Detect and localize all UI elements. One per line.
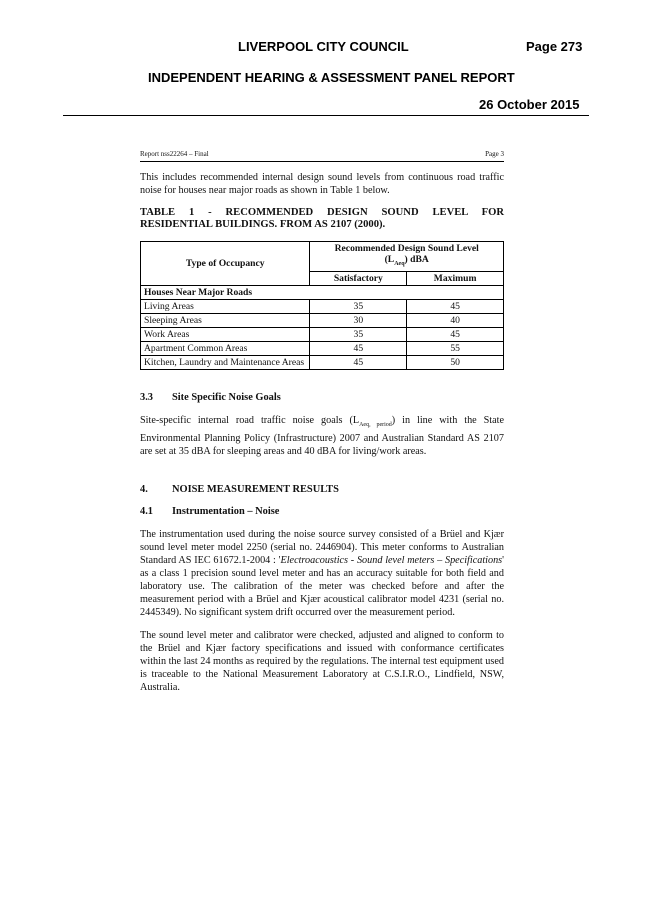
table-row	[141, 355, 504, 369]
col-header-satisfactory: Satisfactory	[310, 271, 407, 285]
page-number: Page 273	[526, 39, 583, 54]
instrumentation-paragraph	[140, 528, 504, 619]
col-header-group-line1: Recommended Design Sound Level	[334, 243, 479, 254]
section-number: 4.1	[140, 505, 153, 517]
inner-page-number: Page 3	[485, 150, 504, 158]
group-label: Houses Near Major Roads	[141, 285, 504, 299]
table-row	[141, 327, 504, 341]
embedded-report-page	[140, 150, 504, 694]
site-noise-text-a: Site-specific internal road traffic noise goals (L	[140, 414, 360, 426]
table-caption-line-1: TABLE 1 - RECOMMENDED DESIGN SOUND LEVEL FOR	[140, 207, 504, 218]
cell-satisfactory: 45	[310, 341, 407, 355]
table-caption-line-2: RESIDENTIAL BUILDINGS. FROM AS 2107 (2000).	[140, 219, 386, 230]
table-row	[141, 299, 504, 313]
cell-maximum: 45	[407, 299, 504, 313]
standard-title-italic: Electroacoustics - Sound level meters – Specifications	[280, 554, 503, 566]
section-title: Instrumentation – Noise	[172, 505, 280, 517]
cell-maximum: 50	[407, 355, 504, 369]
instrumentation-text-b: ' as a class 1 precision sound level meter and has an accuracy suitable for both field and laboratory use. The calibration of the meter was checked before and after the measurement period with a Brüel and Kjær acoustical calibrator model 4231 (serial no. 2445349). No significant system drift occurred over the measurement period.	[140, 554, 504, 618]
section-heading-3-3	[140, 392, 504, 403]
council-name: LIVERPOOL CITY COUNCIL	[238, 39, 409, 54]
cell-satisfactory: 45	[310, 355, 407, 369]
cell-maximum: 55	[407, 341, 504, 355]
site-noise-text-b: ) in line with the State Environmental Planning Policy (Infrastructure) 2007 and Australian Standard AS 2107 are set at 35 dBA for sleeping areas and 40 dBA for living/work areas.	[140, 414, 504, 457]
instrumentation-text-a: The instrumentation used during the noise source survey consisted of a Brüel and Kjær sound level meter model 2250 (serial no. 2446904). This meter conforms to Australian Standard AS IEC 61672.1-2004 : '	[140, 528, 504, 566]
cell-satisfactory: 35	[310, 327, 407, 341]
col-header-maximum: Maximum	[407, 271, 504, 285]
cell-satisfactory: 35	[310, 299, 407, 313]
table-header-row	[141, 242, 504, 272]
section-heading-4-1	[140, 506, 504, 517]
header-divider	[63, 115, 589, 116]
section-heading-4	[140, 484, 504, 495]
table-row	[141, 341, 504, 355]
cell-type: Sleeping Areas	[141, 313, 310, 327]
design-sound-level-table	[140, 241, 504, 370]
section-title: NOISE MEASUREMENT RESULTS	[172, 483, 339, 495]
col-header-group-L: (L	[384, 254, 395, 265]
cell-type: Apartment Common Areas	[141, 341, 310, 355]
site-noise-goals-paragraph	[140, 414, 504, 458]
section-number: 4.	[140, 483, 148, 495]
col-header-group	[310, 242, 504, 272]
cell-satisfactory: 30	[310, 313, 407, 327]
section-number: 3.3	[140, 391, 153, 403]
table-row	[141, 313, 504, 327]
cell-type: Living Areas	[141, 299, 310, 313]
report-reference: Report nss22264 – Final	[140, 150, 209, 158]
report-title: INDEPENDENT HEARING & ASSESSMENT PANEL REPORT	[148, 70, 515, 85]
col-header-group-sub: Aeq	[394, 260, 405, 267]
col-header-type: Type of Occupancy	[141, 242, 310, 286]
cell-maximum: 45	[407, 327, 504, 341]
cell-type: Kitchen, Laundry and Maintenance Areas	[141, 355, 310, 369]
report-date: 26 October 2015	[479, 97, 580, 112]
site-noise-subscript: Aeq, period	[359, 421, 392, 428]
intro-paragraph: This includes recommended internal design sound levels from continuous road traffic noise for houses near major roads as shown in Table 1 below.	[140, 172, 504, 196]
running-header	[140, 150, 504, 162]
calibration-paragraph: The sound level meter and calibrator were checked, adjusted and aligned to conform to the Brüel and Kjær factory specifications and issued with conformance certificates within the last 24 months as required by the regulations. The internal test equipment used is traceable to the National Measurement Laboratory at C.S.I.R.O., Lindfield, NSW, Australia.	[140, 629, 504, 693]
table-group-row	[141, 285, 504, 299]
section-title: Site Specific Noise Goals	[172, 391, 281, 403]
cell-type: Work Areas	[141, 327, 310, 341]
cell-maximum: 40	[407, 313, 504, 327]
col-header-group-unit: ) dBA	[404, 254, 429, 265]
